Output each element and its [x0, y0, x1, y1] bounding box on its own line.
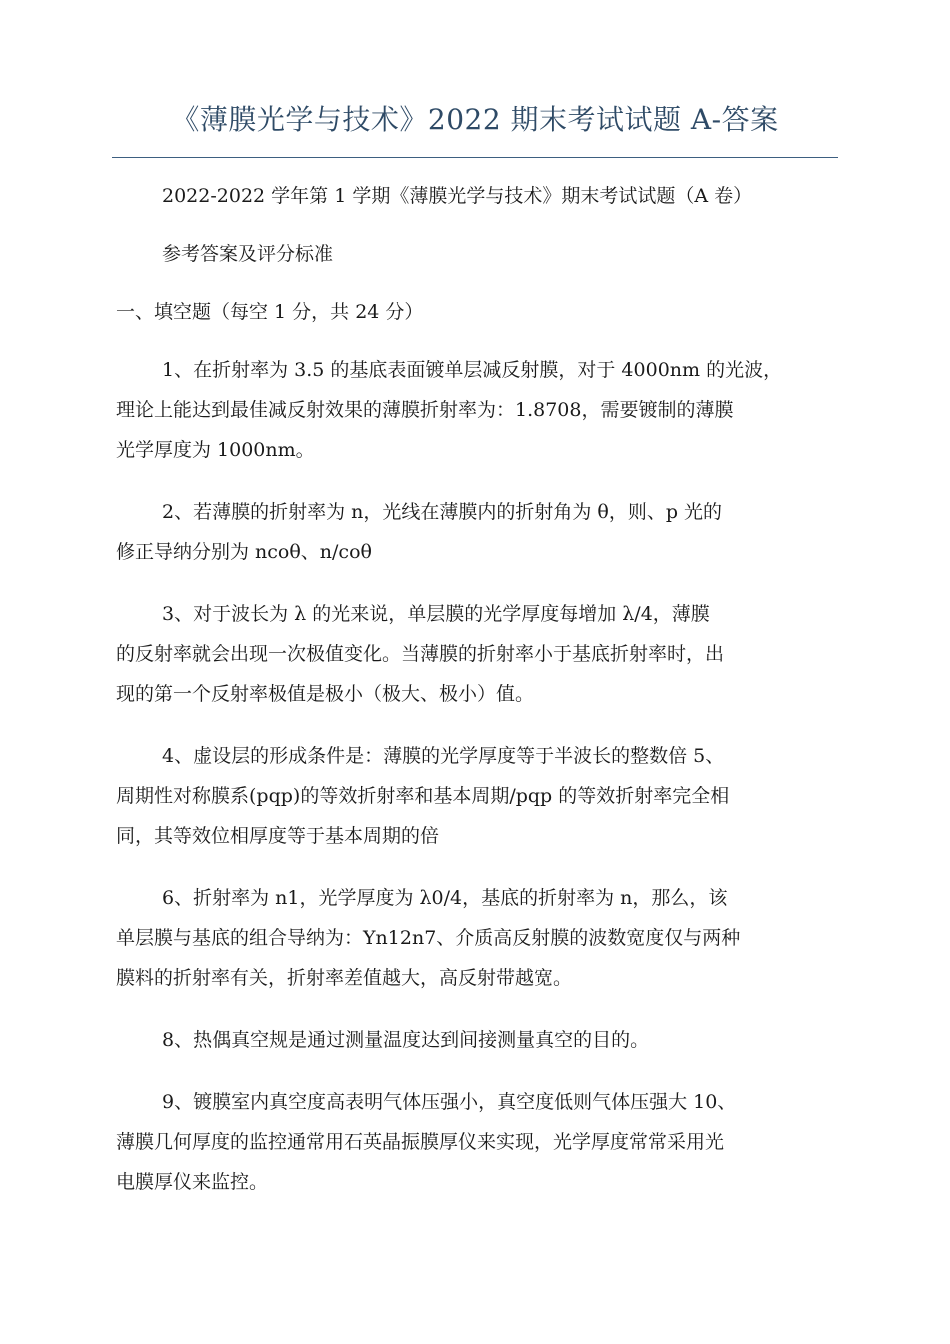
title-divider — [112, 157, 838, 158]
question-item-9 — [116, 1082, 842, 1202]
question-line: 薄膜几何厚度的监控通常用石英晶振膜厚仪来实现，光学厚度常常采用光 — [116, 1131, 725, 1153]
question-line: 单层膜与基底的组合导纳为：Yn12n7、介质高反射膜的波数宽度仅与两种 — [116, 927, 741, 949]
question-line: 现的第一个反射率极值是极小（极大、极小）值。 — [116, 683, 535, 705]
question-line: 同，其等效位相厚度等于基本周期的倍 — [116, 825, 440, 847]
question-line: 9、镀膜室内真空度高表明气体压强小，真空度低则气体压强大 10、 — [162, 1091, 737, 1113]
question-line: 修正导纳分别为 ncoθ、n/coθ — [116, 541, 372, 563]
question-line: 2、若薄膜的折射率为 n，光线在薄膜内的折射角为 θ，则、p 光的 — [162, 501, 723, 523]
question-line: 光学厚度为 1000nm。 — [116, 439, 315, 461]
exam-subtitle: 2022-2022 学年第 1 学期《薄膜光学与技术》期末考试试题（A 卷） — [162, 185, 753, 207]
question-line: 3、对于波长为 λ 的光来说，单层膜的光学厚度每增加 λ/4，薄膜 — [162, 603, 710, 625]
question-line: 周期性对称膜系(pqp)的等效折射率和基本周期/pqp 的等效折射率完全相 — [116, 785, 730, 807]
question-line: 4、虚设层的形成条件是：薄膜的光学厚度等于半波长的整数倍 5、 — [162, 745, 725, 767]
question-line: 电膜厚仪来监控。 — [116, 1171, 269, 1193]
answer-heading: 参考答案及评分标准 — [162, 243, 334, 265]
question-item-4 — [116, 736, 842, 856]
question-line: 8、热偶真空规是通过测量温度达到间接测量真空的目的。 — [162, 1029, 650, 1051]
question-line: 的反射率就会出现一次极值变化。当薄膜的折射率小于基底折射率时，出 — [116, 643, 725, 665]
question-item-2 — [116, 492, 842, 572]
question-line: 理论上能达到最佳减反射效果的薄膜折射率为：1.8708，需要镀制的薄膜 — [116, 399, 734, 421]
document-body — [116, 176, 842, 1202]
section-heading-fill-in: 一、填空题（每空 1 分，共 24 分） — [116, 301, 424, 323]
question-item-3 — [116, 594, 842, 714]
question-item-1 — [116, 350, 842, 470]
document-title: 《薄膜光学与技术》2022 期末考试试题 A-答案 — [171, 103, 779, 136]
question-line: 6、折射率为 n1，光学厚度为 λ0/4，基底的折射率为 n，那么，该 — [162, 887, 728, 909]
question-item-6 — [116, 878, 842, 998]
question-item-8 — [116, 1020, 842, 1060]
question-line: 膜料的折射率有关，折射率差值越大，高反射带越宽。 — [116, 967, 573, 989]
question-line: 1、在折射率为 3.5 的基底表面镀单层减反射膜，对于 4000nm 的光波， — [162, 359, 783, 381]
